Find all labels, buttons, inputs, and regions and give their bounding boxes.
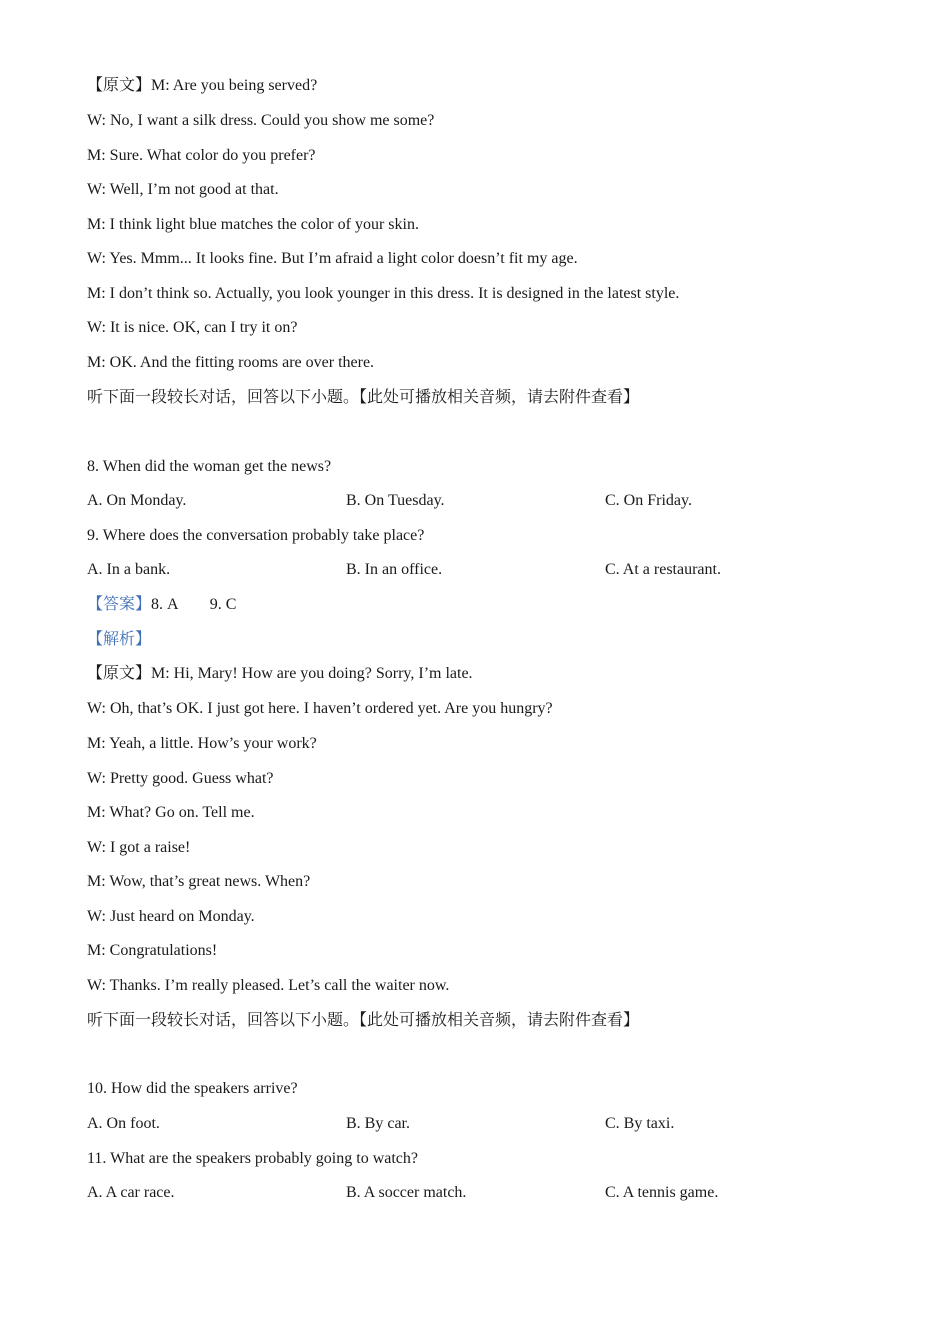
transcript-line: 【原文】M: Hi, Mary! How are you doing? Sorry, I’m late. xyxy=(87,665,473,682)
transcript-line: W: Thanks. I’m really pleased. Let’s call the waiter now. xyxy=(87,977,450,994)
question-8-option-a: A. On Monday. xyxy=(87,492,187,509)
transcript-line: M: Congratulations! xyxy=(87,942,218,959)
question-9-option-a: A. In a bank. xyxy=(87,561,171,578)
question-10-option-c: C. By taxi. xyxy=(605,1115,675,1132)
question-11-option-c: C. A tennis game. xyxy=(605,1184,719,1201)
transcript-line: W: Oh, that’s OK. I just got here. I haven’t ordered yet. Are you hungry? xyxy=(87,700,553,717)
question-11-option-b: B. A soccer match. xyxy=(346,1184,467,1201)
question-10-option-a: A. On foot. xyxy=(87,1115,160,1132)
transcript-line: W: It is nice. OK, can I try it on? xyxy=(87,319,298,336)
transcript-line: M: OK. And the fitting rooms are over there. xyxy=(87,354,375,371)
analysis-label: 【解析】 xyxy=(87,631,152,648)
question-11-option-a: A. A car race. xyxy=(87,1184,175,1201)
transcript-line: M: What? Go on. Tell me. xyxy=(87,804,255,821)
answer-line xyxy=(87,595,236,615)
transcript-line: W: I got a raise! xyxy=(87,839,191,856)
transcript-line: W: Pretty good. Guess what? xyxy=(87,770,274,787)
transcript-line: W: Yes. Mmm... It looks fine. But I’m afraid a light color doesn’t fit my age. xyxy=(87,250,578,267)
transcript-line: M: Wow, that’s great news. When? xyxy=(87,873,311,890)
transcript-line: M: Sure. What color do you prefer? xyxy=(87,147,316,164)
transcript-line: W: No, I want a silk dress. Could you show me some? xyxy=(87,112,435,129)
transcript-line: M: I don’t think so. Actually, you look younger in this dress. It is designed in the latest style. xyxy=(87,285,680,302)
transcript-line: M: Yeah, a little. How’s your work? xyxy=(87,735,317,752)
question-9-stem: 9. Where does the conversation probably take place? xyxy=(87,527,425,544)
transcript-line: 【原文】M: Are you being served? xyxy=(87,77,318,94)
answer-label: 【答案】 xyxy=(87,596,152,613)
answer-value: 8. A 9. C xyxy=(151,596,237,613)
question-10-stem: 10. How did the speakers arrive? xyxy=(87,1080,298,1097)
question-8-option-c: C. On Friday. xyxy=(605,492,692,509)
audio-instruction: 听下面一段较长对话，回答以下小题。【此处可播放相关音频，请去附件查看】 xyxy=(87,389,640,406)
question-10-option-b: B. By car. xyxy=(346,1115,410,1132)
question-8-option-b: B. On Tuesday. xyxy=(346,492,445,509)
question-9-option-b: B. In an office. xyxy=(346,561,443,578)
audio-instruction: 听下面一段较长对话，回答以下小题。【此处可播放相关音频，请去附件查看】 xyxy=(87,1012,640,1029)
transcript-line: W: Just heard on Monday. xyxy=(87,908,255,925)
transcript-line: W: Well, I’m not good at that. xyxy=(87,181,279,198)
transcript-line: M: I think light blue matches the color of your skin. xyxy=(87,216,419,233)
question-8-stem: 8. When did the woman get the news? xyxy=(87,458,332,475)
question-11-stem: 11. What are the speakers probably going to watch? xyxy=(87,1150,418,1167)
question-9-option-c: C. At a restaurant. xyxy=(605,561,721,578)
